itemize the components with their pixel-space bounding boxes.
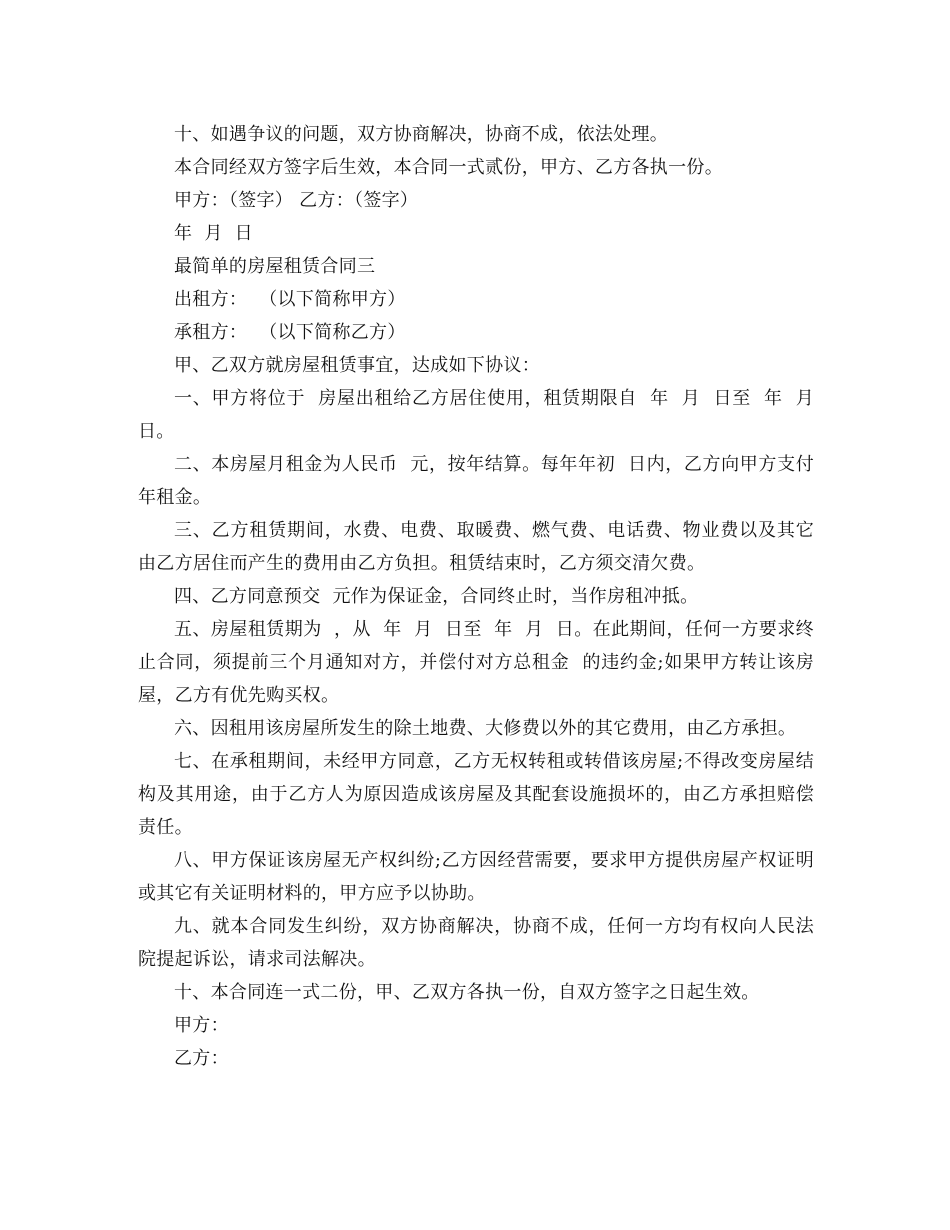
paragraph-signatures: 甲方：（签字） 乙方：（签字） [174, 190, 419, 211]
paragraph-date: 年 月 日 [174, 223, 253, 244]
clause-7: 七、在承租期间，未经甲方同意，乙方无权转租或转借该房屋;不得改变房屋结构及其用途，由于乙方人为原因造成该房屋及其配套设施损坏的，由乙方承担赔偿责任。 [138, 751, 814, 838]
clause-8: 八、甲方保证该房屋无产权纠纷;乙方因经营需要，要求甲方提供房屋产权证明或其它有关证明材料的，甲方应予以协助。 [138, 850, 814, 904]
paragraph-agreement-intro: 甲、乙双方就房屋租赁事宜，达成如下协议： [174, 355, 540, 376]
paragraph-effectiveness: 本合同经双方签字后生效，本合同一式贰份，甲方、乙方各执一份。 [174, 157, 723, 178]
clause-1: 一、甲方将位于 房屋出租给乙方居住使用，租赁期限自 年 月 日至 年 月 日。 [138, 388, 827, 442]
clause-3: 三、乙方租赁期间，水费、电费、取暖费、燃气费、电话费、物业费以及其它由乙方居住而产生的费用由乙方负担。租赁结束时，乙方须交清欠费。 [138, 520, 814, 574]
clause-5: 五、房屋租赁期为 ，从 年 月 日至 年 月 日。在此期间，任何一方要求终止合同，须提前三个月通知对方，并偿付对方总租金 的违约金;如果甲方转让该房屋，乙方有优先购买权。 [138, 619, 814, 706]
signature-party-a: 甲方： [174, 1015, 229, 1036]
clause-2: 二、本房屋月租金为人民币 元，按年结算。每年年初 日内，乙方向甲方支付 年租金。 [138, 454, 827, 508]
clause-4: 四、乙方同意预交 元作为保证金，合同终止时，当作房租冲抵。 [174, 586, 699, 607]
signature-party-b: 乙方： [174, 1048, 229, 1069]
clause-6: 六、因租用该房屋所发生的除土地费、大修费以外的其它费用，由乙方承担。 [174, 718, 797, 739]
section-title: 最简单的房屋租赁合同三 [174, 256, 376, 277]
clause-9: 九、就本合同发生纠纷，双方协商解决，协商不成，任何一方均有权向人民法院提起诉讼，请求司法解决。 [138, 916, 814, 970]
paragraph-lessor: 出租方： （以下简称甲方） [174, 289, 406, 310]
paragraph-dispute-clause: 十、如遇争议的问题，双方协商解决，协商不成，依法处理。 [174, 124, 669, 145]
clause-10: 十、本合同连一式二份，甲、乙双方各执一份，自双方签字之日起生效。 [174, 982, 760, 1003]
paragraph-lessee: 承租方： （以下简称乙方） [174, 322, 406, 343]
document-page [138, 118, 827, 1075]
